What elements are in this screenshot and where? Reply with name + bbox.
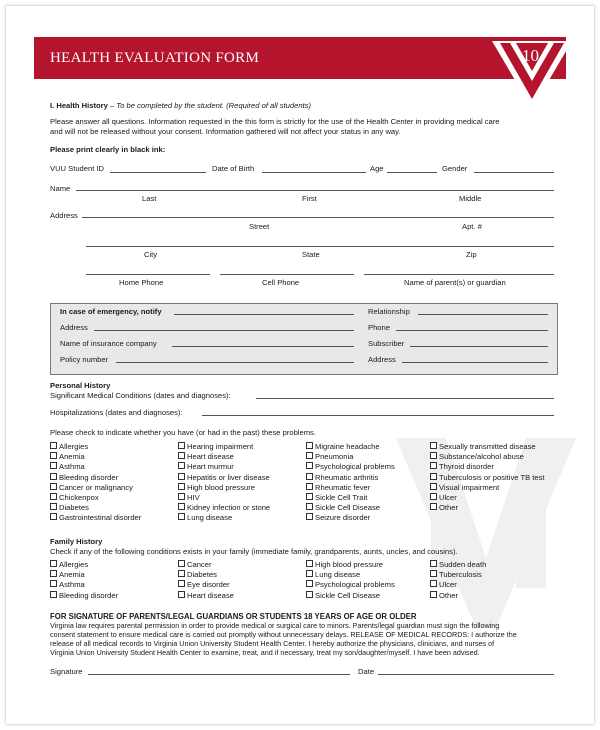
checkbox-icon[interactable] [430,560,437,567]
personal-checkbox-pneumonia[interactable] [306,452,353,461]
personal-checkbox-hepatitis-or-liver-disease[interactable] [178,473,270,482]
family-checkbox-psychological-problems[interactable] [306,580,395,589]
home-phone-caption: Home Phone [119,278,164,287]
personal-checkbox-label: Sickle Cell Disease [315,503,380,513]
vuu-logo-icon [492,33,572,113]
personal-checkbox-label: Thyroid disorder [439,462,494,472]
state-caption: State [302,250,320,259]
personal-checkbox-anemia[interactable] [50,452,85,461]
personal-checkbox-label: Lung disease [187,513,233,523]
personal-checkbox-kidney-infection-or-stone[interactable] [178,503,270,512]
signature-label: Signature [50,667,83,676]
badge-number: 10 [522,46,539,65]
checkbox-icon[interactable] [178,473,185,480]
family-checkbox-label: Tuberculosis [439,570,482,580]
family-checkbox-label: Lung disease [315,570,361,580]
personal-checkbox-heart-murmur[interactable] [178,462,234,471]
form-page [6,6,594,724]
personal-checkbox-sickle-cell-trait[interactable] [306,493,367,502]
section1-heading [50,101,311,110]
checkbox-icon[interactable] [306,473,313,480]
check-note: Please check to indicate whether you have (or had in the past) these problems. [50,428,316,437]
gender-field[interactable] [474,172,554,173]
checkbox-icon[interactable] [306,452,313,459]
section1-heading-bold: I. Health History [50,101,108,110]
family-checkbox-sickle-cell-disease[interactable] [306,591,380,600]
consent-line-4: Virginia Union University Student Health Center to examine, treat, and if necessary, treat my son/daughter/myself. I have been advised. [50,648,480,657]
family-checkbox-other[interactable] [430,591,458,600]
personal-checkbox-gastrointestinal-disorder[interactable] [50,513,141,522]
personal-checkbox-label: HIV [187,493,200,502]
hospital-label: Hospitalizations (dates and diagnoses): [50,408,183,417]
cell-phone-field[interactable] [220,274,354,275]
personal-checkbox-hiv[interactable] [178,493,200,502]
city-caption: City [144,250,158,259]
dob-label: Date of Birth [212,164,255,173]
dob-field[interactable] [262,172,366,173]
phone-label: Phone [368,323,390,332]
personal-checkbox-lung-disease[interactable] [178,513,232,522]
personal-checkbox-label: Hearing impairment [187,442,254,451]
personal-checkbox-seizure-disorder[interactable] [306,513,370,522]
age-label: Age [370,164,384,173]
personal-checkbox-label: Chickenpox [59,493,99,502]
family-checkbox-label: Eye disorder [187,580,230,590]
personal-checkbox-sexually-transmitted-disease[interactable] [430,442,536,451]
personal-checkbox-label: Gastrointestinal disorder [59,513,142,523]
personal-checkbox-label: Seizure disorder [315,513,371,523]
consent-line-2: consent statement to ensure medical care is carried out promptly without unnecessary delays. RELEASE OF MEDICAL RECORDS: I authorize the [50,630,517,639]
personal-checkbox-label: Migraine headache [315,442,380,451]
personal-checkbox-visual-impairment[interactable] [430,483,499,492]
checkbox-icon[interactable] [50,493,57,500]
insurance-label: Name of insurance company [60,339,157,348]
personal-checkbox-label: Diabetes [59,503,89,513]
personal-checkbox-label: Tuberculosis or positive TB test [439,472,545,482]
emergency-address-field[interactable] [94,330,354,331]
checkbox-icon[interactable] [178,462,185,469]
student-id-label: VUU Student ID [50,164,105,173]
address-label: Address [50,211,78,220]
personal-checkbox-thyroid-disorder[interactable] [430,462,494,471]
family-checkbox-anemia[interactable] [50,570,85,579]
family-checkbox-label: Anemia [59,570,85,580]
personal-checkbox-label: Bleeding disorder [59,472,119,482]
personal-checkbox-label: Heart murmur [187,462,234,472]
insurance-field[interactable] [172,346,354,347]
checkbox-icon[interactable] [178,503,185,510]
header-banner [34,37,566,79]
personal-checkbox-chickenpox[interactable] [50,493,99,502]
checkbox-icon[interactable] [306,560,313,567]
checkbox-icon[interactable] [306,462,313,469]
checkbox-icon[interactable] [178,513,185,520]
family-checkbox-asthma[interactable] [50,580,85,589]
personal-checkbox-label: Rheumatic arthritis [315,472,379,482]
personal-checkbox-label: Cancer or malignancy [59,482,133,492]
family-checkbox-label: Asthma [59,580,85,590]
personal-checkbox-cancer-or-malignancy[interactable] [50,483,133,492]
date-field[interactable] [378,674,554,675]
parent-name-caption: Name of parent(s) or guardian [404,278,506,287]
checkbox-icon[interactable] [50,473,57,480]
checkbox-icon[interactable] [430,503,437,510]
intro-line-1: Please answer all questions. Information requested in the this form is strictly for the use of the Health Center in providing medical care [50,117,500,126]
signature-heading: FOR SIGNATURE OF PARENTS/LEGAL GUARDIANS OR STUDENTS 18 YEARS OF AGE OR OLDER [50,612,417,621]
home-phone-field[interactable] [86,274,210,275]
family-note: Check if any of the following conditions exists in your family (immediate family, grandparents, aunts, uncles, and cousins). [50,547,458,556]
checkbox-icon[interactable] [306,442,313,449]
hospital-field[interactable] [202,415,554,416]
personal-checkbox-label: Psychological problems [315,462,395,472]
checkbox-icon[interactable] [306,513,313,520]
signature-field[interactable] [88,674,350,675]
personal-checkbox-rheumatic-fever[interactable] [306,483,370,492]
personal-checkbox-hearing-impairment[interactable] [178,442,253,451]
gender-label: Gender [442,164,468,173]
family-checkbox-label: Heart disease [187,590,234,600]
date-label: Date [358,667,375,676]
policy-label: Policy number [60,355,109,364]
family-checkbox-label: Other [439,590,458,600]
personal-checkbox-label: Other [439,503,458,513]
conditions-field[interactable] [256,398,554,399]
relationship-field[interactable] [418,314,548,315]
personal-checkbox-label: Rheumatic fever [315,482,371,492]
checkbox-icon[interactable] [178,570,185,577]
checkbox-icon[interactable] [178,442,185,449]
city-state-zip-field[interactable] [86,246,554,247]
family-checkbox-bleeding-disorder[interactable] [50,591,118,600]
personal-checkbox-substance-alcohol-abuse[interactable] [430,452,524,461]
policy-field[interactable] [116,362,354,363]
checkbox-icon[interactable] [178,493,185,500]
checkbox-icon[interactable] [306,483,313,490]
checkbox-icon[interactable] [50,483,57,490]
checkbox-icon[interactable] [430,580,437,587]
checkbox-icon[interactable] [430,483,437,490]
personal-checkbox-label: Allergies [59,442,89,451]
personal-checkbox-diabetes[interactable] [50,503,89,512]
cell-phone-caption: Cell Phone [262,278,300,287]
middle-caption: Middle [459,194,482,203]
family-history-heading: Family History [50,537,103,546]
checkbox-icon[interactable] [178,560,185,567]
checkbox-icon[interactable] [430,570,437,577]
family-checkbox-label: Allergies [59,560,89,569]
print-note: Please print clearly in black ink: [50,145,166,154]
checkbox-icon[interactable] [178,483,185,490]
personal-checkbox-allergies[interactable] [50,442,88,451]
checkbox-icon[interactable] [306,570,313,577]
personal-checkbox-other[interactable] [430,503,458,512]
family-checkbox-ulcer[interactable] [430,580,457,589]
personal-checkbox-label: Visual impairment [439,482,500,492]
family-checkbox-high-blood-pressure[interactable] [306,560,383,569]
checkbox-icon[interactable] [306,503,313,510]
last-caption: Last [142,194,157,203]
address2-field[interactable] [402,362,548,363]
student-id-field[interactable] [110,172,206,173]
checkbox-icon[interactable] [306,580,313,587]
checkbox-icon[interactable] [50,442,57,449]
age-field[interactable] [387,172,437,173]
emergency-notify-label: In case of emergency, notify [60,307,162,316]
subscriber-label: Subscriber [368,339,405,348]
address2-label: Address [368,355,396,364]
emergency-address-label: Address [60,323,88,332]
personal-checkbox-label: High blood pressure [187,482,255,492]
checkbox-icon[interactable] [50,462,57,469]
personal-checkbox-label: Hepatitis or liver disease [187,472,270,482]
checkbox-icon[interactable] [430,462,437,469]
checkbox-icon[interactable] [178,452,185,459]
section1-heading-rest: – To be completed by the student. (Required of all students) [107,101,311,110]
emergency-notify-field[interactable] [174,314,354,315]
family-checkbox-cancer[interactable] [178,560,211,569]
personal-checkbox-high-blood-pressure[interactable] [178,483,255,492]
name-field[interactable] [76,190,554,191]
personal-checkbox-tuberculosis-or-positive-tb-test[interactable] [430,473,545,482]
personal-checkbox-label: Heart disease [187,452,234,462]
personal-checkbox-label: Asthma [59,462,85,472]
family-checkbox-label: Sudden death [439,560,487,569]
checkbox-icon[interactable] [50,560,57,567]
family-checkbox-label: Psychological problems [315,580,395,590]
family-checkbox-tuberculosis[interactable] [430,570,482,579]
personal-checkbox-psychological-problems[interactable] [306,462,395,471]
checkbox-icon[interactable] [430,493,437,500]
parent-name-field[interactable] [364,274,554,275]
personal-checkbox-sickle-cell-disease[interactable] [306,503,380,512]
checkbox-icon[interactable] [178,591,185,598]
personal-checkbox-label: Substance/alcohol abuse [439,452,524,462]
first-caption: First [302,194,317,203]
checkbox-icon[interactable] [50,452,57,459]
checkbox-icon[interactable] [50,513,57,520]
checkbox-icon[interactable] [50,570,57,577]
personal-checkbox-label: Ulcer [439,493,457,502]
personal-checkbox-heart-disease[interactable] [178,452,234,461]
personal-checkbox-label: Anemia [59,452,85,462]
personal-checkbox-bleeding-disorder[interactable] [50,473,118,482]
relationship-label: Relationship [368,307,410,316]
consent-line-1: Virginia law requires parental permission in order to provide medical or surgical care to minors. Parents/legal guardian must sign the following [50,621,500,630]
intro-line-2: and will not be released without your consent. Information gathered will not affect your status in any way. [50,127,401,136]
street-caption: Street [249,222,270,231]
personal-checkbox-migraine-headache[interactable] [306,442,380,451]
conditions-label: Significant Medical Conditions (dates and diagnoses): [50,391,231,400]
checkbox-icon[interactable] [430,591,437,598]
family-checkbox-lung-disease[interactable] [306,570,360,579]
checkbox-icon[interactable] [50,503,57,510]
personal-checkbox-ulcer[interactable] [430,493,457,502]
family-checkbox-label: Ulcer [439,580,457,590]
checkbox-icon[interactable] [306,591,313,598]
family-checkbox-label: Diabetes [187,570,217,580]
personal-checkbox-label: Kidney infection or stone [187,503,271,513]
personal-checkbox-label: Sickle Cell Trait [315,493,368,502]
family-checkbox-label: Bleeding disorder [59,590,119,600]
checkbox-icon[interactable] [430,452,437,459]
checkbox-icon[interactable] [306,493,313,500]
form-title: HEALTH EVALUATION FORM [50,50,260,66]
family-checkbox-heart-disease[interactable] [178,591,234,600]
personal-checkbox-asthma[interactable] [50,462,85,471]
subscriber-field[interactable] [410,346,548,347]
personal-history-heading: Personal History [50,381,111,390]
checkbox-icon[interactable] [50,591,57,598]
checkbox-icon[interactable] [50,580,57,587]
personal-checkbox-rheumatic-arthritis[interactable] [306,473,378,482]
family-checkbox-eye-disorder[interactable] [178,580,230,589]
family-checkbox-sudden-death[interactable] [430,560,486,569]
checkbox-icon[interactable] [178,580,185,587]
checkbox-icon[interactable] [430,442,437,449]
street-field[interactable] [82,217,554,218]
family-checkbox-diabetes[interactable] [178,570,217,579]
phone-field[interactable] [396,330,548,331]
apt-caption: Apt. # [462,222,482,231]
family-checkbox-allergies[interactable] [50,560,88,569]
family-checkbox-label: Sickle Cell Disease [315,590,380,600]
personal-checkbox-label: Sexually transmitted disease [439,442,536,451]
consent-line-3: release of all medical records to Virginia Union University Student Health Center. I hereby authorize the physicians, clinicians, and nurses of [50,639,495,648]
zip-caption: Zip [466,250,477,259]
personal-checkbox-label: Pneumonia [315,452,354,462]
family-checkbox-label: Cancer [187,560,212,569]
name-label: Name [50,184,71,193]
checkbox-icon[interactable] [430,473,437,480]
family-checkbox-label: High blood pressure [315,560,383,569]
